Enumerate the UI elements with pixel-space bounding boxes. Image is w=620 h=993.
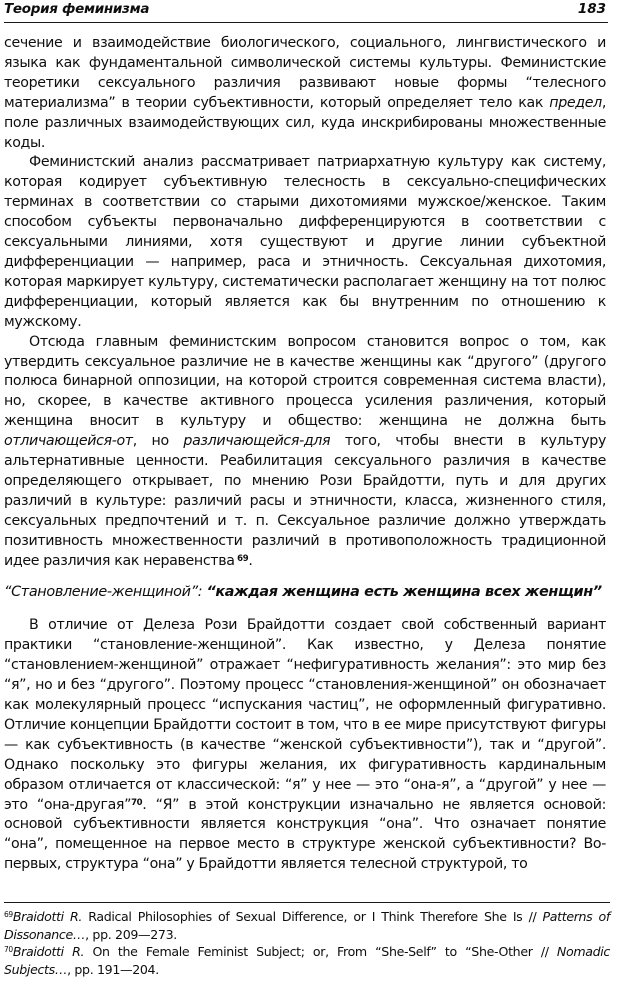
- footnote-69: [4, 908, 610, 943]
- text-run: Отсюда главным феминистским вопросом становится вопрос о том, как утвердить сексуальное различие не в качестве женщины как “другого” (другого полюса бинарной оппозиции, на которой строится современная система власти), но, скорее, в качестве активного процесса усиления различения, который женщина вносит в культуру и общество: женщина не должна быть: [4, 333, 606, 430]
- text-run: . “Я” в этой конструкции изначально не является основой: основой субъективности является конструкция “она”. Что означает понятие “она”, помещенное на первое место в структуре женской субъективности? Во-первых, структура “она” у Брайдотти является телесной структурой, то: [4, 796, 606, 873]
- bold-run: “каждая женщина есть женщина всех женщин”: [206, 584, 602, 601]
- text-run: On the Female Feminist Subject; or, From “She-Self” to “She-Other //: [84, 944, 557, 960]
- section-heading: [4, 583, 606, 603]
- italic-run: Braidotti R.: [12, 909, 83, 924]
- running-title: Теория феминизма: [4, 1, 150, 17]
- italic-run: предел: [549, 94, 602, 111]
- text-run: “Становление-женщиной”:: [4, 584, 207, 601]
- page-header: [4, 0, 608, 23]
- text-run: того, чтобы внести в культуру альтернативные ценности. Реабилитация сексуального различия в качестве определяющего открывает, по мнению Рози Брайдотти, путь и для других различий в культуре: различий расы и этничности, класса, жизненного стиля, сексуальных предпочтений и т. п. Сексуальное различие должно утверждать позитивность множественности различий в противоположность традиционной идее различия как неравенства: [4, 433, 606, 569]
- text-run: , pp. 191—204.: [67, 961, 159, 977]
- note-reference: 69: [234, 553, 249, 564]
- italic-run: Nomadic Subjects…: [4, 944, 610, 977]
- italic-run: отличающейся-от: [4, 433, 133, 450]
- text-run: сечение и взаимодействие биологического, социального, лингвистического и языка как фундаментальной символической системы культуры. Феминистские теоретики сексуального различия развивают новые формы “телесного материализма” в теории субъективности, который определяет тело как: [4, 35, 606, 111]
- page-number: 183: [577, 1, 606, 17]
- text-run: , pp. 209—273.: [85, 926, 177, 942]
- text-run: Radical Philosophies of Sexual Difference, or I Think Therefore She Is //: [82, 909, 543, 924]
- paragraph-2: [4, 153, 606, 332]
- italic-run: Patterns of Dissonance…: [4, 909, 610, 942]
- text-run: , но: [132, 433, 184, 450]
- text-run: Феминистский анализ рассматривает патриархатную культуру как систему, которая кодирует субъективную телесность в сексуально-специфических терминах в соответствии со старыми дихотомиями мужское/женское. Таким способом субъекты первоначально дифференцируются в соответствии с сексуальными линиями, хотя существуют и другие линии субъектной дифференциации — например, раса и этничность. Сексуальная дихотомия, которая маркирует культуру, систематически располагает женщину на тот полюс дифференциации, который является как бы внутренним по отношению к мужскому.: [4, 154, 606, 330]
- footnotes: [4, 902, 610, 978]
- italic-run: Braidotti R.: [12, 944, 85, 960]
- text-run: В отличие от Делеза Рози Брайдотти создает свой собственный вариант практики “становление-женщиной”. Как известно, у Делеза понятие “становлением-женщиной” отражает “нефигуративность желания”: это мир без “я”, но и без “другого”. Поэтому процесс “становления-женщиной” он обозначает как молекулярный процесс “испускания частиц”, не оформленный фигуративно. Отличие концепции Брайдотти состоит в том, что в ее мире присутствуют фигуры — как субъективность (в качестве “женской субъективности”), так и “другой”. Однако поскольку это фигуры желания, их фигуративность кардинальным образом отличается от классической: “я” у нее — это “она-я”, а “другой” у нее — это “она-другая”: [4, 617, 606, 813]
- text-run: .: [248, 552, 253, 569]
- paragraph-1: [4, 34, 606, 153]
- note-reference: 70: [4, 945, 13, 955]
- note-reference: 69: [4, 910, 13, 919]
- note-reference: 70: [131, 797, 143, 808]
- paragraph-4: [4, 616, 606, 875]
- text-run: , поле различных взаимодействующих сил, куда инскрибированы множественные коды.: [4, 94, 606, 151]
- paragraph-3: [4, 333, 606, 572]
- main-text: [4, 34, 606, 875]
- footnote-70: [4, 943, 610, 978]
- italic-run: различающейся-для: [183, 433, 331, 450]
